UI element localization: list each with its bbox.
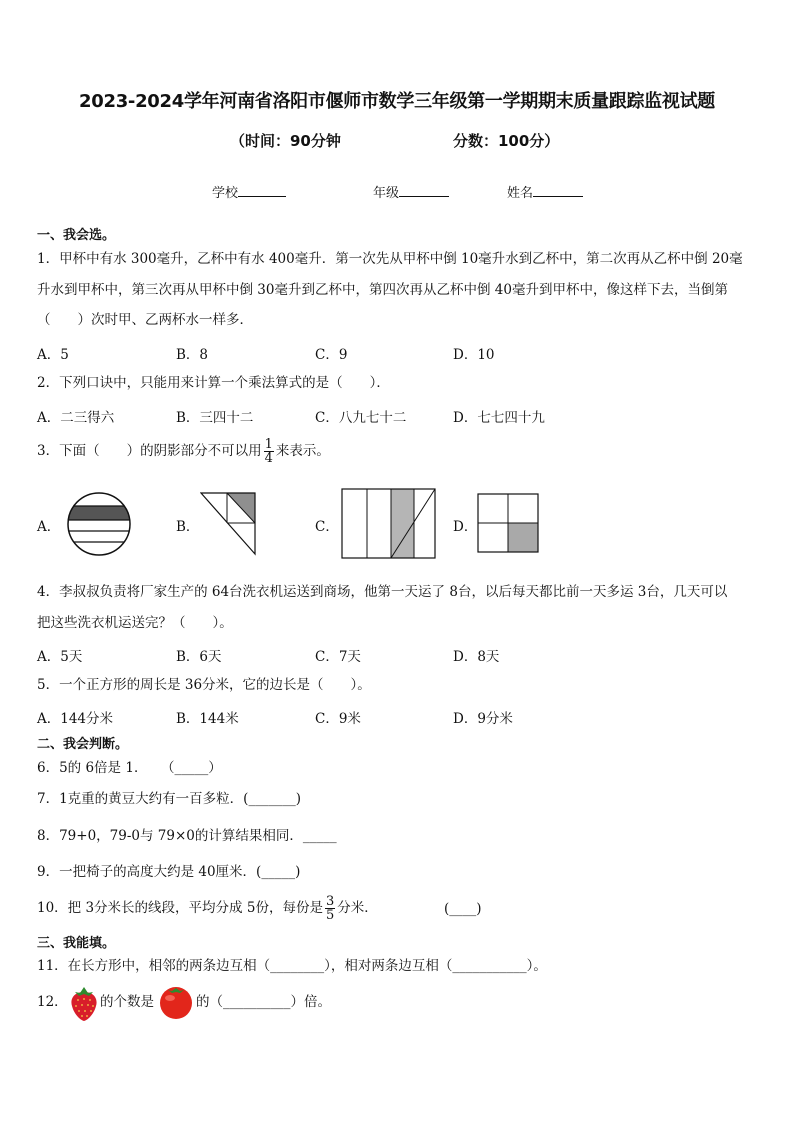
q3-label-a: A． [37, 519, 61, 535]
q1-line3: （ ）次时甲、乙两杯水一样多． [37, 312, 253, 328]
name-blank [533, 182, 583, 197]
q11-text: 11．在长方形中，相邻的两条边互相（________），相对两条边互相（___________）。 [37, 958, 547, 974]
q1-line1: 1．甲杯中有水 300毫升，乙杯中有水 400毫升．第一次先从甲杯中倒 10毫升水到乙杯中，第二次再从乙杯中倒 20毫 [37, 251, 743, 267]
q10-text-post: 分米． [337, 900, 378, 916]
q4-option-c: C．7天 [315, 649, 361, 665]
q4-line2: 把这些洗衣机运送完？（ ）。 [37, 615, 233, 631]
q10-fraction-denominator: 5 [325, 908, 335, 923]
grade-blank [399, 182, 449, 197]
q2-option-d: D．七七四十九 [453, 410, 545, 426]
q1-option-d: D．10 [453, 347, 495, 363]
q5-text: 5．一个正方形的周长是 36分米，它的边长是（ ）。 [37, 677, 371, 693]
exam-time: （时间：90分钟 [230, 132, 341, 150]
strawberry-icon [68, 984, 100, 1022]
q4-option-a: A．5天 [37, 649, 83, 665]
q3-figure-a-shaded-band [66, 506, 132, 520]
q4-option-b: B．6天 [176, 649, 222, 665]
q3-figure-a-circle [66, 491, 132, 557]
school-blank [238, 182, 286, 197]
q3-figure-b-triangle [200, 492, 258, 556]
q8-text: 8．79+0，79-0与 79×0的计算结果相同．_____ [37, 828, 337, 844]
q3-figure-d-shaded-cell [508, 523, 538, 552]
q3-label-d: D． [453, 519, 478, 535]
q3-text-post: 来表示。 [275, 443, 330, 459]
q3-label-c: C． [315, 519, 339, 535]
q1-option-a: A．5 [37, 347, 69, 363]
q3-fraction [264, 438, 274, 465]
q1-line2: 升水到甲杯中，第三次再从甲杯中倒 30毫升到乙杯中，第四次再从乙杯中倒 40毫升到甲杯中，像这样下去，当倒第 [37, 282, 728, 298]
q5-option-d: D．9分米 [453, 711, 513, 727]
q3-figure-d-grid [477, 493, 540, 554]
q5-option-c: C．9米 [315, 711, 361, 727]
section-heading-2: 二、我会判断。 [37, 737, 129, 752]
q12-number: 12． [37, 994, 68, 1010]
name-field [507, 182, 583, 201]
q4-line1: 4．李叔叔负责将厂家生产的 64台洗衣机运送到商场，他第一天运了 8台，以后每天都比前一天多运 3台，几天可以 [37, 584, 728, 600]
exam-score: 分数：100分） [453, 132, 560, 150]
q3-figure-c-shaded-part [391, 489, 414, 558]
q2-option-a: A．二三得六 [37, 410, 115, 426]
name-label: 姓名 [507, 186, 534, 201]
tomato-icon [157, 983, 195, 1021]
q6-text: 6．5的 6倍是 1． （_____） [37, 760, 222, 776]
q1-option-b: B．8 [176, 347, 209, 363]
q1-option-c: C．9 [315, 347, 348, 363]
q10-fraction-numerator: 3 [325, 894, 335, 909]
q3-text [37, 437, 330, 465]
q10-fraction [325, 895, 335, 922]
q3-fraction-denominator: 4 [264, 451, 273, 466]
q3-label-b: B． [176, 519, 200, 535]
q3-text-pre: 3．下面（ ）的阴影部分不可以用 [37, 443, 262, 459]
grade-label: 年级 [373, 186, 400, 201]
q2-option-c: C．八九七十二 [315, 410, 407, 426]
q10-answer-blank: (____) [444, 901, 482, 917]
q3-fraction-numerator: 1 [264, 437, 273, 452]
school-field [212, 182, 286, 201]
page-title: 2023-2024学年河南省洛阳市偃师市数学三年级第一学期期末质量跟踪监视试题 [79, 91, 715, 112]
q9-text: 9．一把椅子的高度大约是 40厘米．(_____) [37, 864, 301, 880]
q2-option-b: B．三四十二 [176, 410, 254, 426]
section-heading-3: 三、我能填。 [37, 936, 116, 951]
q10-text-pre: 10．把 3分米长的线段，平均分成 5份，每份是 [37, 900, 323, 916]
q7-text: 7．1克重的黄豆大约有一百多粒．(_______) [37, 791, 301, 807]
q12-text-mid: 的个数是 [100, 994, 154, 1010]
q5-option-b: B．144米 [176, 711, 239, 727]
q2-text: 2．下列口诀中，只能用来计算一个乘法算式的是（ ）． [37, 375, 390, 391]
grade-field [373, 182, 449, 201]
q5-option-a: A．144分米 [37, 711, 114, 727]
q10-text [37, 894, 378, 922]
q12-text-post: 的（__________）倍。 [196, 994, 331, 1010]
school-label: 学校 [212, 186, 239, 201]
q4-option-d: D．8天 [453, 649, 500, 665]
section-heading-1: 一、我会选。 [37, 228, 116, 243]
q3-figure-c-rectangle [341, 488, 437, 560]
